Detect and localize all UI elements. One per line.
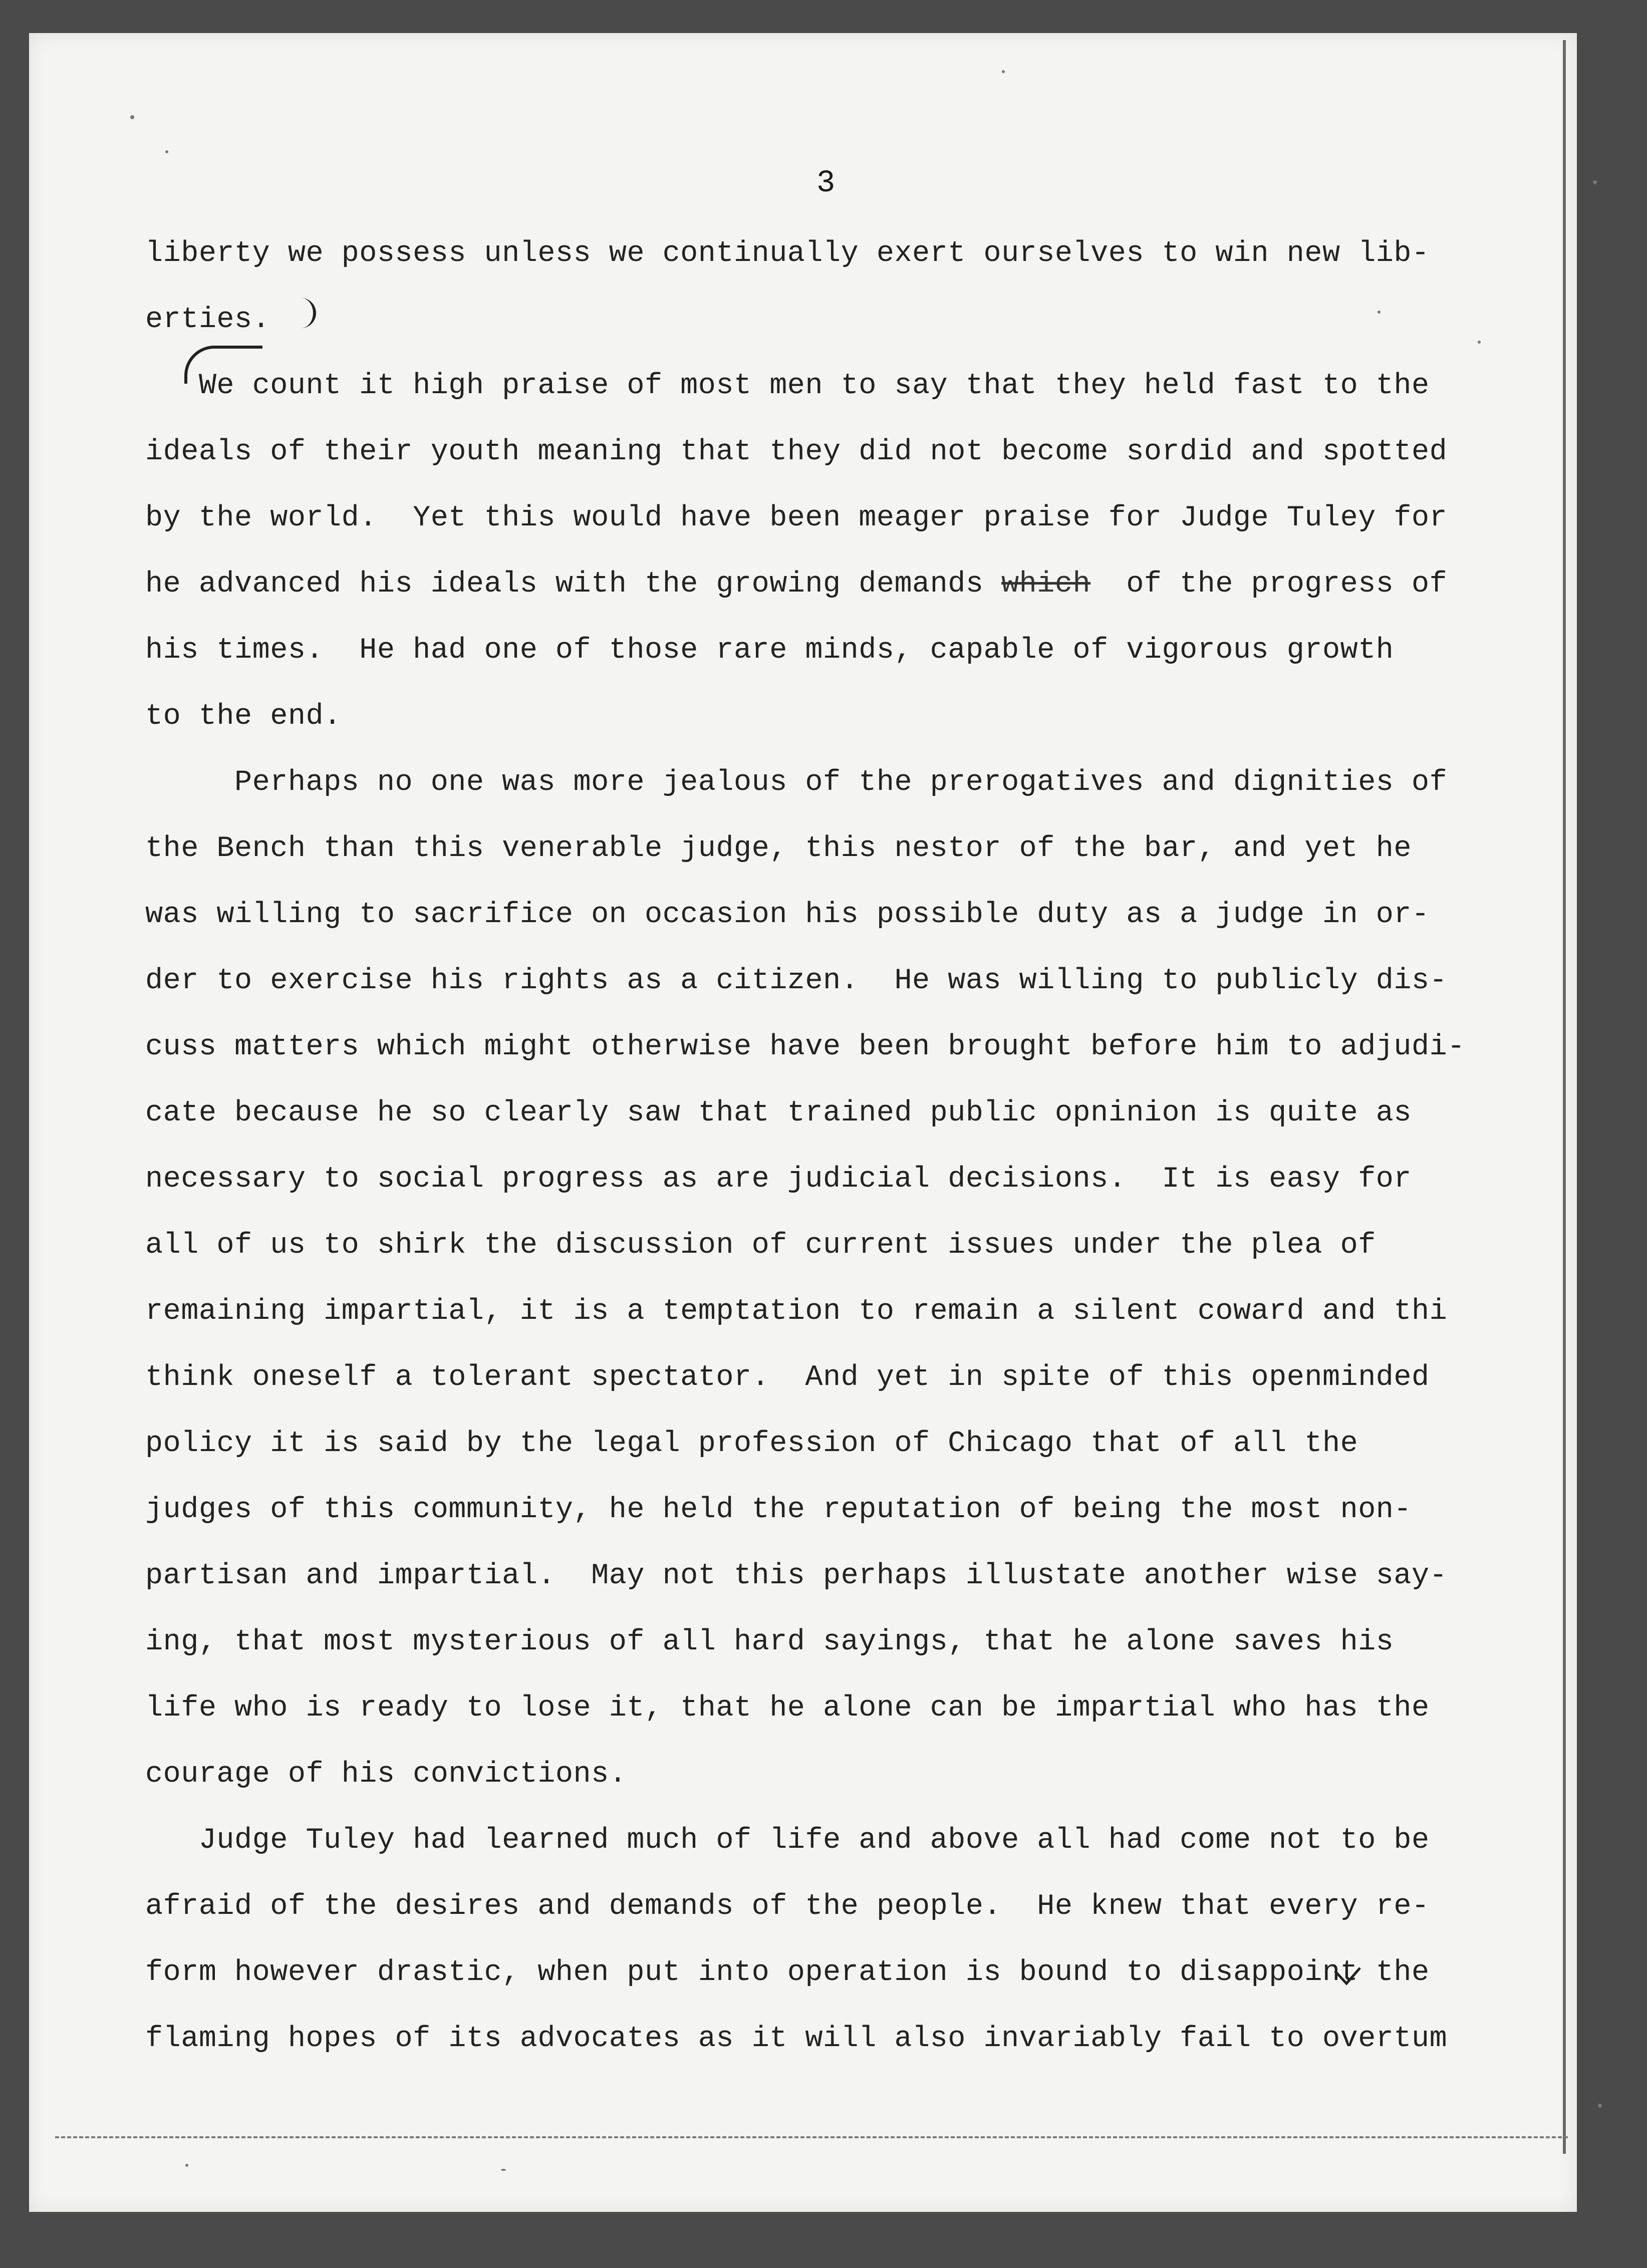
text-line: afraid of the desires and demands of the people. He knew that every re- xyxy=(145,1889,1430,1923)
text-line: Perhaps no one was more jealous of the prerogatives and dignities of xyxy=(145,765,1448,799)
page-bottom-edge xyxy=(55,2136,1568,2140)
scan-speck xyxy=(185,2164,188,2167)
text-line: form however drastic, when put into operation is bound to disappoint the xyxy=(145,1955,1430,1989)
text-line: his times. He had one of those rare minds, capable of vigorous growth xyxy=(145,633,1394,667)
scan-speck xyxy=(1378,311,1381,314)
text-line: by the world. Yet this would have been meager praise for Judge Tuley for xyxy=(145,501,1448,534)
text-line: liberty we possess unless we continually exert ourselves to win new lib- xyxy=(145,236,1430,270)
text-line: to the end. xyxy=(145,699,342,733)
scan-speck xyxy=(1593,180,1597,184)
scan-speck xyxy=(1478,341,1481,344)
text-line: ing, that most mysterious of all hard sayings, that he alone saves his xyxy=(145,1625,1394,1658)
text-line: life who is ready to lose it, that he alone can be impartial who has the xyxy=(145,1691,1430,1725)
text-line xyxy=(145,551,1558,617)
page-number: 3 xyxy=(816,165,836,201)
text-line-end: of the progress of xyxy=(1090,567,1448,601)
text-line: remaining impartial, it is a temptation to remain a silent coward and thi xyxy=(145,1294,1448,1328)
page-edge-shadow xyxy=(1563,40,1566,2154)
scan-speck xyxy=(165,150,168,153)
text-line: courage of his convictions. xyxy=(145,1757,627,1791)
text-line: partisan and impartial. May not this perhaps illustate another wise say- xyxy=(145,1559,1448,1592)
text-line: ideals of their youth meaning that they did not become sordid and spotted xyxy=(145,435,1448,468)
scan-speck xyxy=(1002,70,1005,73)
struck-out-word: which xyxy=(1001,567,1091,601)
text-line: We count it high praise of most men to say that they held fast to the xyxy=(145,369,1430,402)
scan-speck xyxy=(1598,2104,1602,2108)
text-line: necessary to social progress as are judicial decisions. It is easy for xyxy=(145,1162,1412,1196)
text-line: judges of this community, he held the reputation of being the most non- xyxy=(145,1493,1412,1526)
scan-speck xyxy=(501,2169,506,2171)
text-line: flaming hopes of its advocates as it will also invariably fail to overtum xyxy=(145,2022,1448,2055)
text-line: all of us to shirk the discussion of current issues under the plea of xyxy=(145,1228,1376,1262)
text-line-start: he advanced his ideals with the growing demands xyxy=(145,567,1002,601)
text-line: der to exercise his rights as a citizen. He was willing to publicly dis- xyxy=(145,964,1448,997)
text-line: policy it is said by the legal profession of Chicago that of all the xyxy=(145,1427,1358,1460)
typed-body-text xyxy=(145,220,1558,2072)
text-line: the Bench than this venerable judge, this nestor of the bar, and yet he xyxy=(145,831,1412,865)
text-line: Judge Tuley had learned much of life and above all had come not to be xyxy=(145,1823,1430,1857)
text-line: was willing to sacrifice on occasion his possible duty as a judge in or- xyxy=(145,898,1430,931)
text-line: think oneself a tolerant spectator. And yet in spite of this openminded xyxy=(145,1360,1430,1394)
text-line: cate because he so clearly saw that trained public opninion is quite as xyxy=(145,1096,1412,1129)
text-line: erties. xyxy=(145,303,270,336)
text-line: cuss matters which might otherwise have been brought before him to adjudi- xyxy=(145,1030,1465,1063)
scan-speck xyxy=(130,115,134,119)
